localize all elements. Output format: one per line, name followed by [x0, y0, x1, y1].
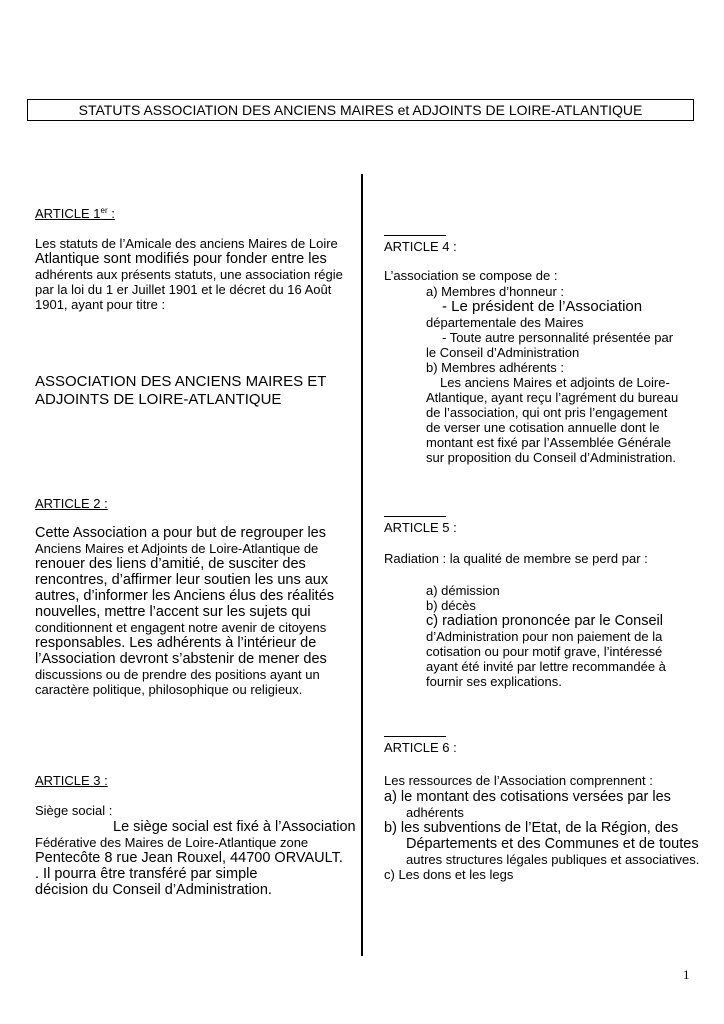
page-number: 1: [683, 967, 690, 982]
text-line: Pentecôte 8 rue Jean Rouxel, 44700 ORVAULT.: [35, 850, 343, 866]
text-line: Fédérative des Maires de Loire-Atlantique zone: [35, 835, 309, 850]
text-line: de verser une cotisation annuelle dont le: [426, 420, 660, 435]
association-name-line: ASSOCIATION DES ANCIENS MAIRES ET: [35, 373, 327, 390]
article-1-heading: ARTICLE 1er :: [35, 206, 115, 221]
text-line: discussions ou de prendre des positions ayant un: [35, 667, 320, 682]
association-name-line: ADJOINTS DE LOIRE-ATLANTIQUE: [35, 391, 282, 408]
text-line: c) Les dons et les legs: [384, 867, 514, 882]
article-3-body: [35, 819, 355, 898]
text-line: nouvelles, mettre l’accent sur les sujets qui: [35, 604, 311, 620]
text-line: a) le montant des cotisations versées par les: [384, 789, 671, 805]
article-6-heading: ARTICLE 6 :: [384, 740, 457, 755]
text-line: b) Membres adhérents :: [426, 360, 565, 375]
association-name: [35, 373, 326, 409]
text-line: ayant été invité par lettre recommandée à: [426, 659, 666, 674]
text-line: départementale des Maires: [426, 315, 584, 330]
article-4-heading: ARTICLE 4 :: [384, 239, 457, 254]
text-line: décision du Conseil d’Administration.: [35, 882, 272, 898]
text-line: Les anciens Maires et adjoints de Loire-: [440, 375, 670, 390]
rule-line: [384, 516, 446, 517]
text-line: sur proposition du Conseil d’Administration.: [426, 450, 677, 465]
text-line: adhérents: [406, 805, 464, 820]
text-line: Atlantique, ayant reçu l’agrément du bureau: [426, 390, 679, 405]
text-line: Les statuts de l’Amicale des anciens Maires de Loire: [35, 236, 338, 251]
article-3-subheading: Siège social :: [35, 803, 113, 818]
text-line: - Le président de l’Association: [442, 298, 643, 315]
text-line: Atlantique sont modifiés pour fonder entre les: [35, 251, 327, 267]
article-6-body: [384, 789, 700, 882]
rule-line: [384, 235, 446, 236]
article-2-body: [35, 525, 355, 697]
text-line: b) décès: [426, 598, 476, 613]
text-line: montant est fixé par l’Assemblée Générale: [426, 435, 671, 450]
document-title: STATUTS ASSOCIATION DES ANCIENS MAIRES et ADJOINTS DE LOIRE-ATLANTIQUE: [27, 99, 694, 121]
rule-line: [384, 736, 446, 737]
text-line: l’Association devront s’abstenir de mener des: [35, 651, 327, 667]
text-line: . Il pourra être transféré par simple: [35, 866, 258, 882]
column-divider: [361, 174, 363, 956]
text-line: c) radiation prononcée par le Conseil: [426, 613, 663, 629]
text-line: responsables. Les adhérents à l’intérieur de: [35, 635, 317, 651]
text-line: autres, d’informer les Anciens élus des réalités: [35, 588, 335, 604]
text-line: cotisation ou pour motif grave, l’intéressé: [426, 644, 663, 659]
text-line: renouer des liens d’amitié, de susciter des: [35, 556, 306, 572]
text-line: Anciens Maires et Adjoints de Loire-Atlantique de: [35, 541, 319, 556]
article-3-heading: ARTICLE 3 :: [35, 773, 108, 788]
text-line: d’Administration pour non paiement de la: [426, 629, 663, 644]
article-5-intro: Radiation : la qualité de membre se perd par :: [384, 551, 648, 566]
text-line: caractère politique, philosophique ou religieux.: [35, 682, 303, 697]
text-line: fournir ses explications.: [426, 674, 562, 689]
text-line: 1901, ayant pour titre :: [35, 297, 166, 312]
text-line: adhérents aux présents statuts, une association régie: [35, 267, 343, 282]
text-line: rencontres, d’affirmer leur soutien les uns aux: [35, 572, 329, 588]
text-line: Le siège social est fixé à l’Association: [113, 819, 356, 835]
text-line: conditionnent et engagent notre avenir de citoyens: [35, 620, 327, 635]
article-1-body: [35, 236, 355, 312]
article-4-body: [384, 284, 694, 465]
article-4-intro: L’association se compose de :: [384, 268, 558, 283]
text-line: Départements et des Communes et de toutes: [406, 836, 699, 852]
text-line: autres structures légales publiques et associatives.: [406, 852, 700, 867]
text-line: - Toute autre personnalité présentée par: [442, 330, 674, 345]
article-2-heading: ARTICLE 2 :: [35, 496, 108, 511]
text-line: a) démission: [426, 583, 500, 598]
text-line: a) Membres d’honneur :: [426, 284, 565, 299]
text-line: de l’association, qui ont pris l’engagement: [426, 405, 668, 420]
text-line: par la loi du 1 er Juillet 1901 et le décret du 16 Août: [35, 282, 332, 297]
article-6-intro: Les ressources de l’Association comprennent :: [384, 773, 653, 788]
text-line: Cette Association a pour but de regrouper les: [35, 525, 326, 541]
text-line: le Conseil d’Administration: [426, 345, 580, 360]
text-line: b) les subventions de l’Etat, de la Région, des: [384, 820, 679, 836]
article-5-body: [384, 583, 694, 689]
article-5-heading: ARTICLE 5 :: [384, 520, 457, 535]
